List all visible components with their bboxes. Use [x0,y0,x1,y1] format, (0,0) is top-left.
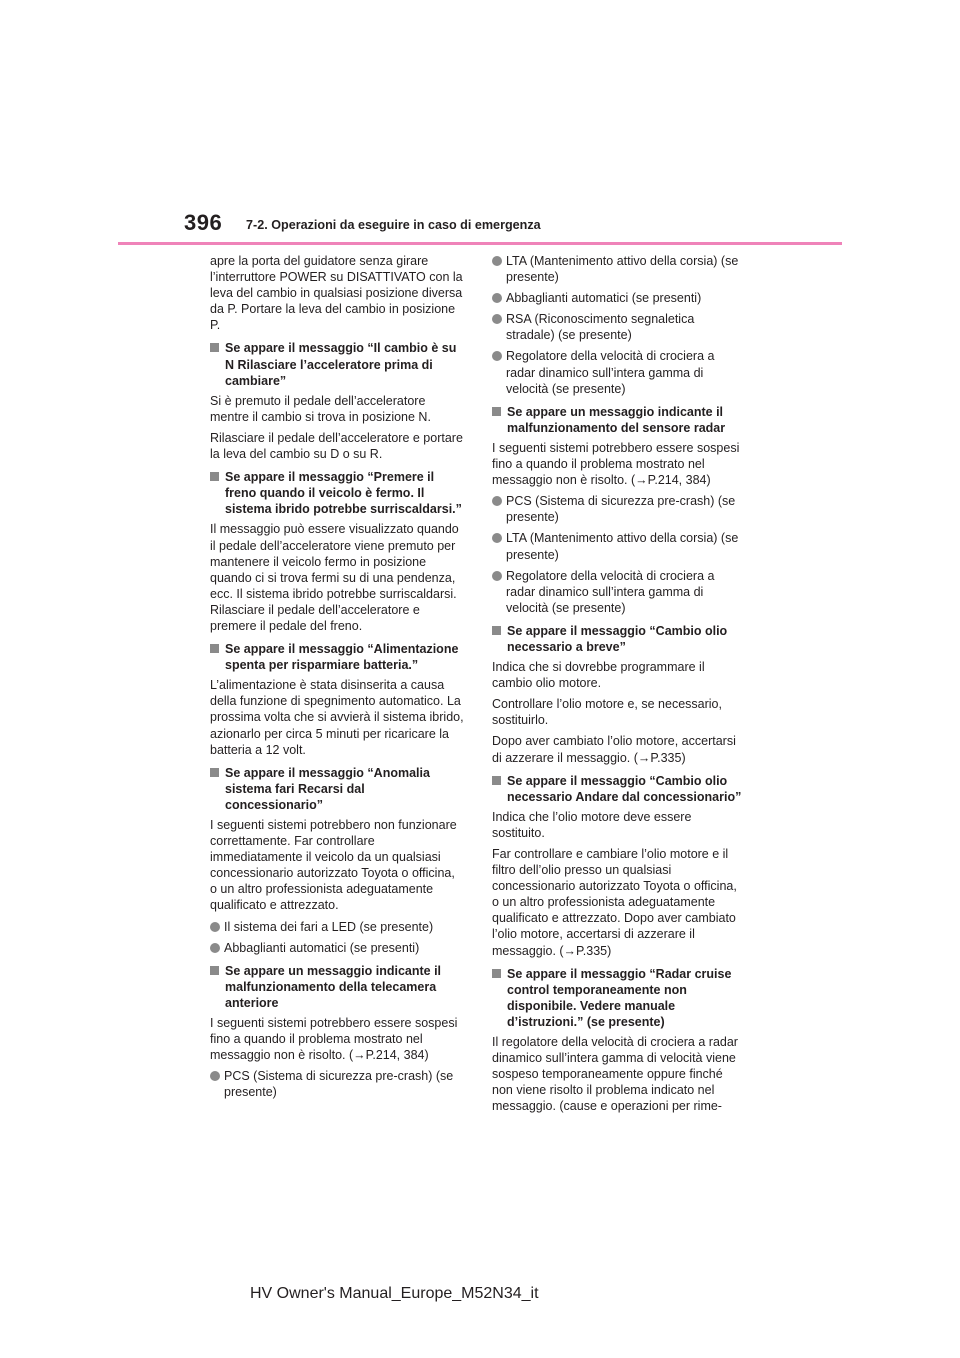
header-rule [118,242,842,245]
bullet-dot-icon [210,943,220,953]
paragraph: L’alimentazione è stata disinserita a causa della funzione di spegnimento automatico. La prossima volta che si avvierà il sistema ibrido, azionarlo per circa 5 minuti per ricaricare la batteria a 12 volt. [210,678,464,757]
section-heading-text: Se appare il messaggio “Alimentazione spenta per risparmiare batteria.” [225,642,459,673]
section-heading-text: Se appare il messaggio “Cambio olio necessario Andare dal concessionario” [507,773,742,804]
bullet-item [210,940,464,956]
bullet-item [492,493,746,525]
bullet-text: Abbaglianti automatici (se presenti) [224,940,420,955]
bullet-item [492,253,746,285]
section-heading-text: Se appare un messaggio indicante il malfunzionamento del sensore radar [507,404,726,435]
section-heading [210,963,464,1011]
page-number: 396 [184,210,223,235]
bullet-text: LTA (Mantenimento attivo della corsia) (se presente) [506,254,739,285]
paragraph: Indica che si dovrebbe programmare il cambio olio motore. [492,660,705,691]
bullet-item [492,348,746,396]
bullet-text: Abbaglianti automatici (se presenti) [506,291,702,306]
right-column [492,253,746,1120]
paragraph: Il messaggio può essere visualizzato quando il pedale dell’acceleratore viene premuto per mantenere il veicolo fermo in posizione quando ci si trova fermi su di una pendenza, ecc. Il sistema ibrido potrebbe surriscaldarsi. Rilasciare il pedale dell’acceleratore e premere il pedale del freno. [210,522,459,633]
bullet-text: Regolatore della velocità di crociera a radar dinamico sull’intera gamma di velocità (se presente) [506,568,715,615]
section-heading [210,469,464,517]
bullet-dot-icon [492,314,502,324]
paragraph: Indica che l’olio motore deve essere sostituito. [492,809,692,840]
section-heading-text: Se appare un messaggio indicante il malfunzionamento della telecamera anteriore [225,963,442,1010]
section-heading [492,773,746,805]
bullet-dot-icon [492,496,502,506]
section-heading [492,623,746,655]
bullet-text: RSA (Riconoscimento segnaletica stradale) (se presente) [506,312,695,343]
paragraph: Si è premuto il pedale dell’acceleratore mentre il cambio si trova in posizione N. [210,393,431,424]
section-heading-text: Se appare il messaggio “Radar cruise control temporaneamente non disponibile. Vedere manuale d’istruzioni.” (se presente) [507,966,732,1029]
left-column [210,253,464,1106]
bullet-item [492,311,746,343]
paragraph: Rilasciare il pedale dell’acceleratore e portare la leva del cambio su D o su R. [210,430,463,462]
paragraph: Il regolatore della velocità di crociera a radar dinamico sull’intera gamma di velocità viene sospeso temporaneamente oppure finché non viene risolto il problema indicato nel messaggio. (cause e operazioni per rime- [492,1035,738,1114]
paragraph: I seguenti sistemi potrebbero essere sospesi fino a quando il problema mostrato nel messaggio non è risolto. (→P.214, 384) [210,1016,458,1063]
bullet-text: Regolatore della velocità di crociera a radar dinamico sull’intera gamma di velocità (se presente) [506,349,715,396]
bullet-dot-icon [492,256,502,266]
paragraph: I seguenti sistemi potrebbero non funzionare correttamente. Far controllare immediatamente il veicolo da un qualsiasi concessionario autorizzato Toyota o officina, o un altro professionista adeguatamente qualificato e attrezzato. [210,818,457,913]
bullet-text: LTA (Mantenimento attivo della corsia) (se presente) [506,531,739,562]
bullet-dot-icon [210,1071,220,1081]
bullet-text: Il sistema dei fari a LED (se presente) [224,919,434,934]
paragraph: apre la porta del guidatore senza girare l’interruttore POWER su DISATTIVATO con la leva del cambio in qualsiasi posizione diversa da P. Portare la leva del cambio in posizione P. [210,254,463,333]
section-heading-text: Se appare il messaggio “Cambio olio necessario a breve” [507,623,728,654]
paragraph: Far controllare e cambiare l’olio motore e il filtro dell’olio presso un qualsiasi concessionario autorizzato Toyota o officina, o un altro professionista adeguatamente qualificato e attrezzato. Dopo aver cambiato l’olio motore, accertarsi di azzerare il messaggio. (→P.335) [492,847,737,958]
paragraph: I seguenti sistemi potrebbero essere sospesi fino a quando il problema mostrato nel messaggio non è risolto. (→P.214, 384) [492,440,740,488]
section-heading-text: Se appare il messaggio “Premere il freno quando il veicolo è fermo. Il sistema ibrido potrebbe surriscaldarsi.” [225,470,462,517]
bullet-item [210,1068,464,1100]
bullet-item [492,568,746,616]
bullet-text: PCS (Sistema di sicurezza pre-crash) (se presente) [224,1069,454,1100]
bullet-text: PCS (Sistema di sicurezza pre-crash) (se presente) [506,494,736,525]
section-heading [210,340,464,388]
bullet-item [210,919,464,935]
paragraph: Dopo aver cambiato l’olio motore, accertarsi di azzerare il messaggio. (→P.335) [492,734,736,765]
section-heading-text: Se appare il messaggio “Anomalia sistema fari Recarsi dal concessionario” [225,765,430,812]
bullet-item [492,290,746,306]
bullet-dot-icon [492,533,502,543]
bullet-dot-icon [492,571,502,581]
section-heading [210,641,464,673]
bullet-dot-icon [210,922,220,932]
section-heading [492,404,746,436]
section-heading-text: Se appare il messaggio “Il cambio è su N Rilasciare l’acceleratore prima di cambiare” [225,341,457,388]
footer-manual-id: HV Owner's Manual_Europe_M52N34_it [250,1285,539,1302]
section-heading [210,765,464,813]
bullet-dot-icon [492,351,502,361]
section-heading [492,966,746,1030]
section-title: 7-2. Operazioni da eseguire in caso di emergenza [246,218,541,232]
bullet-item [492,530,746,562]
bullet-dot-icon [492,293,502,303]
paragraph: Controllare l’olio motore e, se necessario, sostituirlo. [492,697,722,728]
